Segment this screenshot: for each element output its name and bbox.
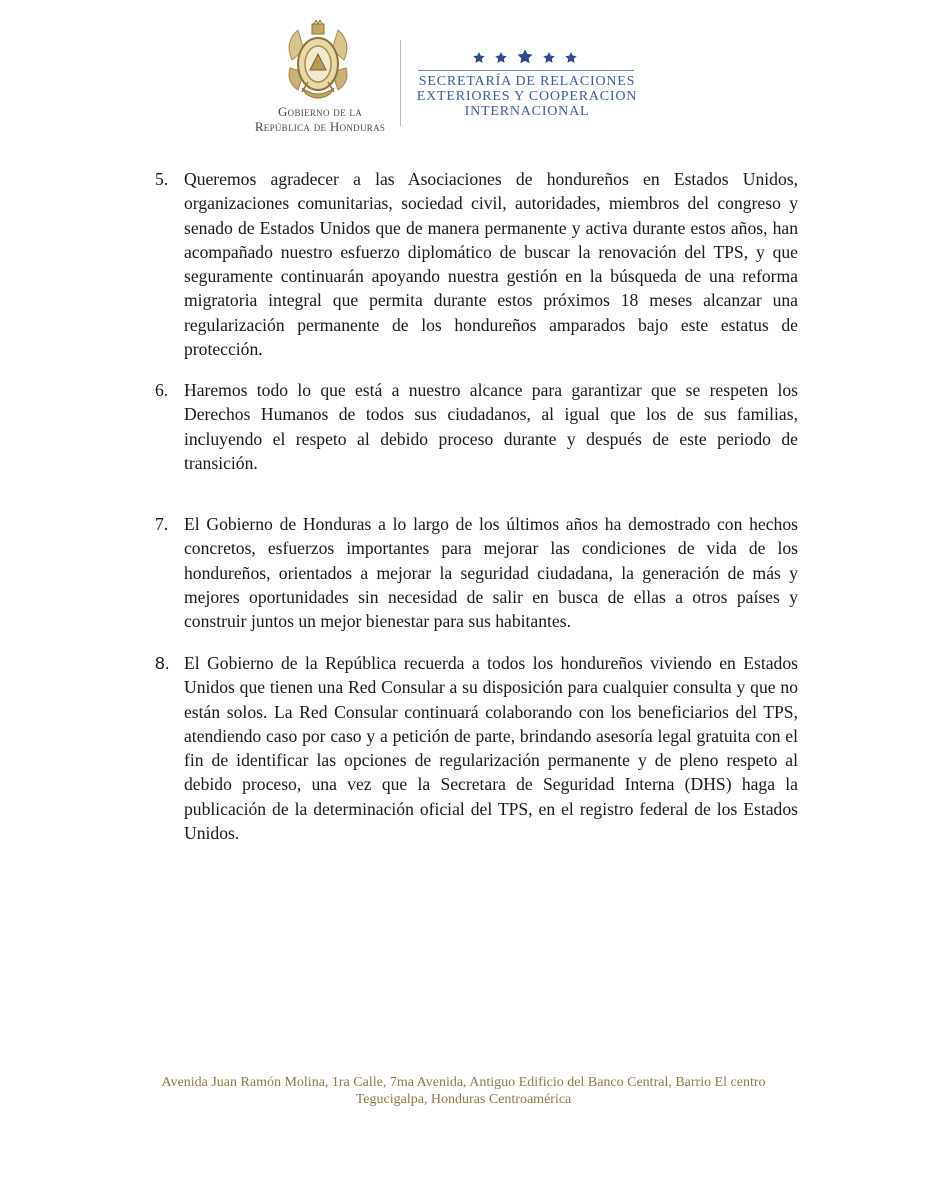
secretaria-name — [412, 74, 642, 119]
gobierno-line-2: República de Honduras — [254, 119, 386, 134]
secretaria-rule — [418, 70, 634, 71]
list-item-number: 7. — [155, 514, 169, 534]
list-item-text: El Gobierno de la República recuerda a todos los hondureños viviendo en Estados Unidos que tienen una Red Consular a su disposición para cualquier consulta y que no están solos. La Red Consular continuará colaborando con los beneficiarios del TPS, atendiendo caso por caso y a petición de parte, brindando asesoría legal gratuita con el fin de identificar las opciones de regularización permanente y de pleno respeto al debido proceso, una vez que la Secretara de Seguridad Interna (DHS) haga la publicación de la determinación oficial del TPS, en el registro federal de los Estados Unidos. — [184, 653, 798, 844]
five-stars-icon — [472, 50, 578, 64]
gobierno-line-1: Gobierno de la — [277, 104, 363, 119]
list-item-text: Queremos agradecer a las Asociaciones de hondureños en Estados Unidos, organizaciones comunitarias, sociedad civil, autoridades, miembros del congreso y senado de Estados Unidos que de manera permanente y activa durante estos años, han acompañado nuestro esfuerzo diplomático de buscar la renovación del TPS, y que seguramente continuarán apoyando nuestra gestión en la búsqueda de una reforma migratoria integral que permita durante estos próximos 18 meses alcanzar una regularización permanente de los hondureños amparados bajo este estatus de protección. — [184, 169, 798, 360]
secretaria-line-2: EXTERIORES Y COOPERACION — [416, 89, 638, 104]
list-item-text: El Gobierno de Honduras a lo largo de los últimos años ha demostrado con hechos concretos, esfuerzos importantes para mejorar las condiciones de vida de los hondureños, orientados a mejorar la seguridad ciudadana, la generación de más y mejores oportunidades sin necesidad de salir en busca de ellas a otros países y construir juntos un mejor bienestar para sus habitantes. — [184, 514, 798, 632]
list-item-number: 8. — [155, 653, 170, 673]
footer-line-1: Avenida Juan Ramón Molina, 1ra Calle, 7ma Avenida, Antiguo Edificio del Banco Central, Barrio El centro — [161, 1075, 766, 1090]
honduras-coat-of-arms-icon — [278, 20, 358, 102]
footer-address — [100, 1074, 827, 1108]
gobierno-name — [240, 104, 400, 134]
list-item-number: 6. — [155, 380, 169, 400]
header-divider — [400, 40, 401, 126]
secretaria-line-1: SECRETARÍA DE RELACIONES — [418, 74, 636, 89]
footer-line-2: Tegucigalpa, Honduras Centroamérica — [355, 1092, 572, 1107]
letterhead — [0, 0, 927, 150]
list-item-text: Haremos todo lo que está a nuestro alcance para garantizar que se respeten los Derechos Humanos de todos sus ciudadanos, al igual que los de sus familias, incluyendo el respeto al debido proceso durante y después de este periodo de transición. — [184, 380, 798, 473]
list-item-number: 5. — [155, 169, 169, 189]
secretaria-line-3: INTERNACIONAL — [464, 104, 590, 119]
